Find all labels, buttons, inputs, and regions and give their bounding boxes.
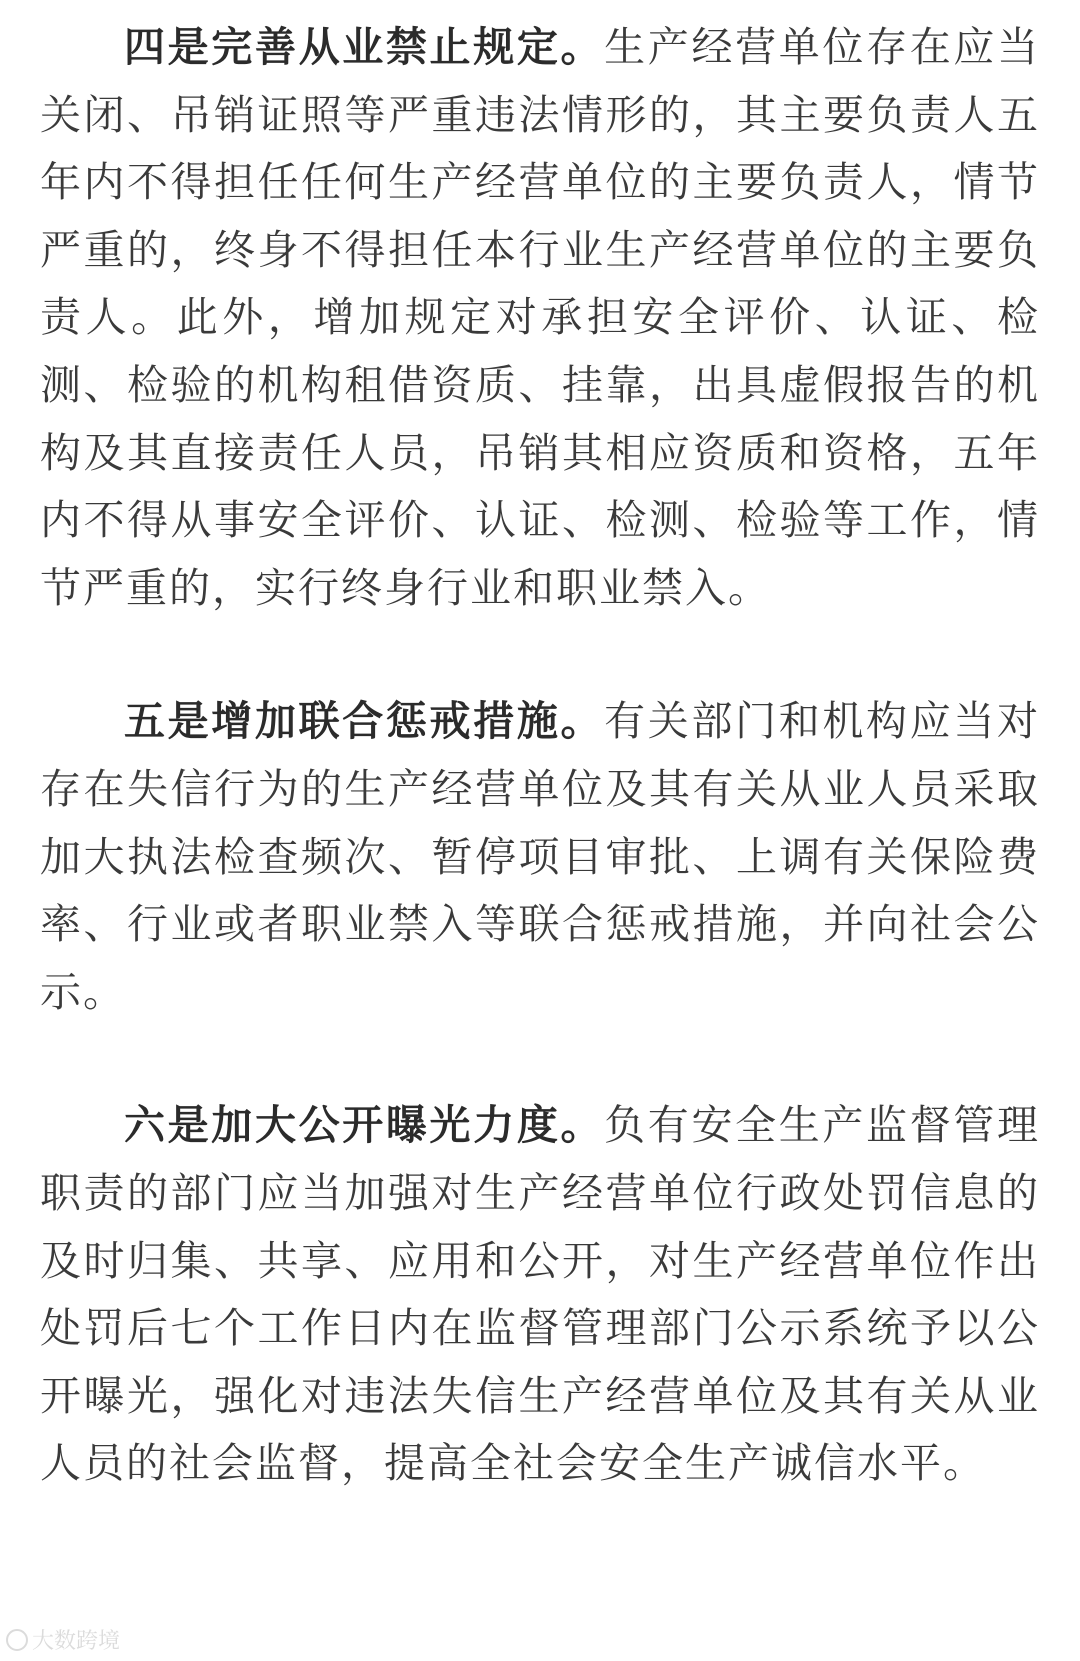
paragraph-text: 生产经营单位存在应当关闭、吊销证照等严重违法情形的，其主要负责人五年内不得担任任何生产经营单位的主要负责人，情节严重的，终身不得担任本行业生产经营单位的主要负责人。此外，增加规定对承担安全评价、认证、检测、检验的机构租借资质、挂靠，出具虚假报告的机构及其直接责任人员，吊销其相应资质和资格，五年内不得从事安全评价、认证、检测、检验等工作，情节严重的，实行终身行业和职业禁入。 [40,23,1041,612]
paragraph-lead: 四是完善从业禁止规定。 [124,23,605,71]
paragraph-text: 有关部门和机构应当对存在失信行为的生产经营单位及其有关从业人员采取加大执法检查频次、暂停项目审批、上调有关保险费率、行业或者职业禁入等联合惩戒措施，并向社会公示。 [40,697,1041,1016]
watermark-logo-icon [6,1629,28,1651]
paragraph-lead: 五是增加联合惩戒措施。 [124,697,605,746]
paragraph-lead: 六是加大公开曝光力度。 [124,1101,605,1150]
paragraph-practice-ban [40,14,1040,622]
paragraph-text: 负有安全生产监督管理职责的部门应当加强对生产经营单位行政处罚信息的及时归集、共享、应用和公开，对生产经营单位作出处罚后七个工作日内在监督管理部门公示系统予以公开曝光，强化对违法失信生产经营单位及其有关从业人员的社会监督，提高全社会安全生产诚信水平。 [40,1101,1041,1488]
article-body [40,14,1040,1564]
watermark [6,1624,120,1655]
paragraph-public-exposure [40,1092,1040,1498]
paragraph-joint-punishment [40,688,1040,1026]
watermark-text: 大数跨境 [32,1629,121,1654]
